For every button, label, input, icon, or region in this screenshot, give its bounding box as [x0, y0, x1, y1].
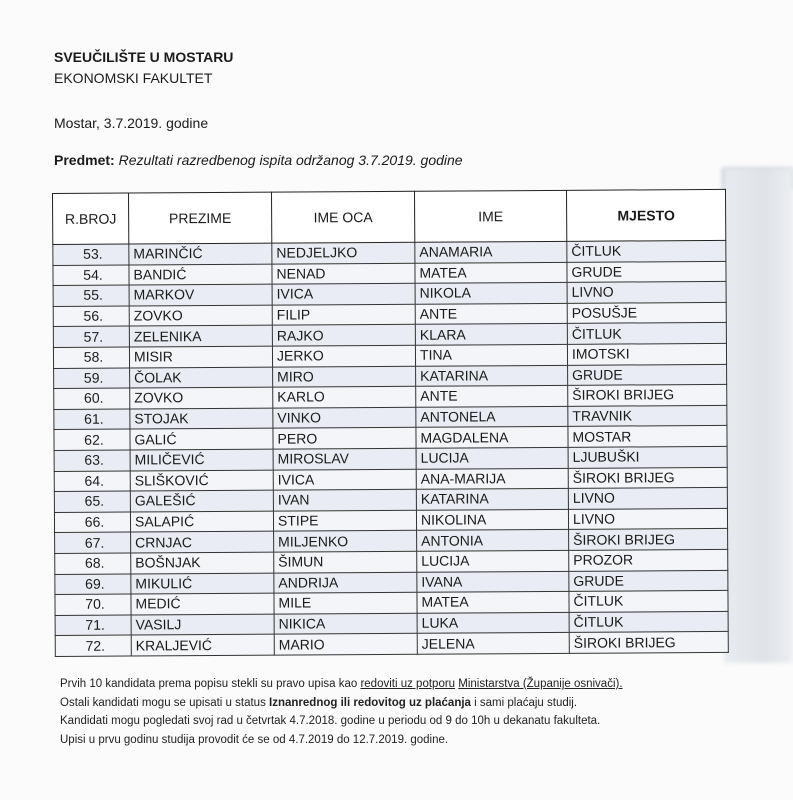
cell-rbroj: 62. [54, 429, 130, 450]
cell-ime: ANAMARIA [415, 241, 567, 263]
table-row [55, 632, 728, 657]
cell-ime-oca: NEDJELJKO [272, 242, 415, 263]
col-header-mjesto: MJESTO [566, 189, 725, 241]
cell-ime: ANTE [416, 386, 568, 408]
cell-ime-oca: PERO [273, 428, 416, 449]
cell-ime: NIKOLINA [416, 509, 568, 531]
university-name: SVEUČILIŠTE U MOSTARU [54, 49, 234, 65]
cell-prezime: GALEŠIĆ [130, 490, 273, 511]
cell-prezime: KRALJEVIĆ [131, 634, 274, 655]
cell-rbroj: 61. [54, 409, 130, 430]
cell-mjesto: LIVNO [568, 508, 727, 530]
cell-ime-oca: ŠIMUN [274, 551, 417, 572]
cell-rbroj: 58. [53, 347, 129, 368]
cell-ime-oca: MILJENKO [274, 531, 417, 552]
cell-ime: LUCIJA [417, 550, 569, 572]
cell-mjesto: ČITLUK [569, 611, 728, 633]
note-line-2 [60, 694, 780, 713]
cell-ime-oca: RAJKO [272, 325, 415, 346]
cell-ime-oca: JERKO [272, 345, 415, 366]
cell-rbroj: 69. [55, 574, 131, 595]
note-line-1 [60, 675, 780, 694]
cell-rbroj: 67. [55, 532, 131, 553]
results-table [52, 189, 729, 657]
cell-ime: KATARINA [416, 488, 568, 510]
cell-mjesto: ČITLUK [567, 323, 726, 345]
cell-mjesto: LIVNO [568, 488, 727, 510]
subject-text: Rezultati razredbenog ispita održanog 3.7.2019. godine [118, 152, 463, 168]
cell-mjesto: IMOTSKI [567, 343, 726, 365]
cell-mjesto: ČITLUK [569, 590, 728, 612]
cell-mjesto: ŠIROKI BRIJEG [568, 467, 727, 489]
cell-ime-oca: IVICA [272, 283, 415, 304]
cell-rbroj: 72. [55, 635, 131, 656]
cell-mjesto: ŠIROKI BRIJEG [569, 632, 728, 654]
cell-mjesto: ŠIROKI BRIJEG [568, 385, 727, 407]
cell-mjesto: ČITLUK [567, 240, 726, 262]
cell-mjesto: LJUBUŠKI [568, 446, 727, 468]
cell-prezime: SLIŠKOVIĆ [130, 470, 273, 491]
cell-prezime: BOŠNJAK [131, 552, 274, 573]
cell-ime: JELENA [417, 633, 569, 655]
cell-ime: ANTE [415, 303, 567, 325]
faculty-name: EKONOMSKI FAKULTET [54, 70, 213, 86]
cell-ime: LUCIJA [416, 447, 568, 469]
cell-prezime: ZELENIKA [129, 326, 272, 347]
cell-ime-oca: IVAN [273, 489, 416, 510]
cell-rbroj: 71. [55, 615, 131, 636]
cell-prezime: STOJAK [130, 408, 273, 429]
col-header-rbroj: R.BROJ [53, 193, 129, 244]
note-underlined: redoviti uz potporu [360, 678, 456, 690]
cell-rbroj: 54. [53, 265, 129, 286]
cell-mjesto: MOSTAR [568, 426, 727, 448]
cell-ime-oca: MILE [274, 592, 417, 613]
cell-prezime: ZOVKO [130, 387, 273, 408]
cell-ime: LUKA [417, 612, 569, 634]
cell-rbroj: 66. [54, 512, 130, 533]
cell-prezime: SALAPIĆ [130, 511, 273, 532]
cell-prezime: GALIĆ [130, 428, 273, 449]
cell-ime-oca: IVICA [273, 469, 416, 490]
note-line-4: Upisi u prvu godinu studija provodit će se od 4.7.2019 do 12.7.2019. godine. [60, 733, 449, 746]
cell-ime-oca: VINKO [273, 407, 416, 428]
cell-mjesto: GRUDE [567, 261, 726, 283]
cell-ime: KLARA [415, 324, 567, 346]
cell-mjesto: GRUDE [568, 364, 727, 386]
cell-rbroj: 65. [54, 491, 130, 512]
cell-prezime: MISIR [129, 346, 272, 367]
note-text: i sami plaćaju studij. [470, 696, 578, 709]
cell-ime: TINA [415, 344, 567, 366]
cell-mjesto: TRAVNIK [568, 405, 727, 427]
cell-ime-oca: MARIO [274, 634, 417, 655]
cell-ime-oca: FILIP [272, 304, 415, 325]
cell-ime: NIKOLA [415, 283, 567, 305]
note-underlined: Ministarstva (Županije osnivači). [458, 678, 623, 690]
cell-prezime: MARINČIĆ [129, 243, 272, 264]
cell-prezime: ZOVKO [129, 305, 272, 326]
cell-ime: MATEA [417, 591, 569, 613]
cell-ime-oca: NENAD [272, 263, 415, 284]
note-line-3: Kandidati mogu pogledati svoj rad u četvrtak 4.7.2018. godine u periodu od 9 do 10h u dekanatu fakulteta. [60, 715, 601, 727]
cell-mjesto: GRUDE [569, 570, 728, 592]
notes-block [60, 675, 780, 749]
cell-rbroj: 55. [53, 285, 129, 306]
cell-rbroj: 63. [54, 450, 130, 471]
cell-ime-oca: MIROSLAV [273, 448, 416, 469]
cell-mjesto: LIVNO [567, 282, 726, 304]
cell-prezime: ČOLAK [130, 367, 273, 388]
blurred-column [724, 168, 793, 663]
cell-rbroj: 64. [54, 471, 130, 492]
cell-mjesto: ŠIROKI BRIJEG [569, 529, 728, 551]
cell-ime: ANA-MARIJA [416, 468, 568, 490]
cell-rbroj: 60. [54, 388, 130, 409]
col-header-ime: IME [414, 190, 566, 242]
cell-prezime: MILIČEVIĆ [130, 449, 273, 470]
cell-ime: ANTONIA [417, 530, 569, 552]
cell-ime: IVANA [417, 571, 569, 593]
note-bold: Iznanrednog ili redovitog uz plaćanja [269, 696, 471, 709]
cell-ime: ANTONELA [416, 406, 568, 428]
cell-rbroj: 57. [53, 326, 129, 347]
cell-rbroj: 68. [55, 553, 131, 574]
cell-prezime: MEDIĆ [131, 593, 274, 614]
note-text: Ostali kandidati mogu se upisati u status [60, 696, 270, 709]
date-line: Mostar, 3.7.2019. godine [54, 115, 209, 131]
cell-prezime: VASILJ [131, 614, 274, 635]
cell-rbroj: 53. [53, 244, 129, 265]
cell-ime-oca: KARLO [273, 386, 416, 407]
cell-rbroj: 70. [55, 594, 131, 615]
cell-ime-oca: ANDRIJA [274, 572, 417, 593]
cell-ime: MATEA [415, 262, 567, 284]
subject-line [54, 152, 463, 168]
table-header-row [53, 189, 726, 244]
cell-prezime: BANDIĆ [129, 264, 272, 285]
col-header-prezime: PREZIME [129, 192, 272, 244]
cell-mjesto: PROZOR [569, 549, 728, 571]
cell-ime-oca: MIRO [273, 366, 416, 387]
cell-ime-oca: STIPE [273, 510, 416, 531]
cell-prezime: MARKOV [129, 284, 272, 305]
cell-ime: KATARINA [416, 365, 568, 387]
note-text: Prvih 10 kandidata prema popisu stekli su pravo upisa kao [60, 678, 361, 690]
cell-rbroj: 59. [54, 368, 130, 389]
cell-prezime: MIKULIĆ [131, 573, 274, 594]
subject-label: Predmet: [54, 152, 115, 168]
col-header-ime-oca: IME OCA [271, 191, 414, 243]
cell-ime-oca: NIKICA [274, 613, 417, 634]
cell-rbroj: 56. [53, 306, 129, 327]
cell-ime: MAGDALENA [416, 427, 568, 449]
cell-mjesto: POSUŠJE [567, 302, 726, 324]
cell-prezime: CRNJAC [131, 531, 274, 552]
